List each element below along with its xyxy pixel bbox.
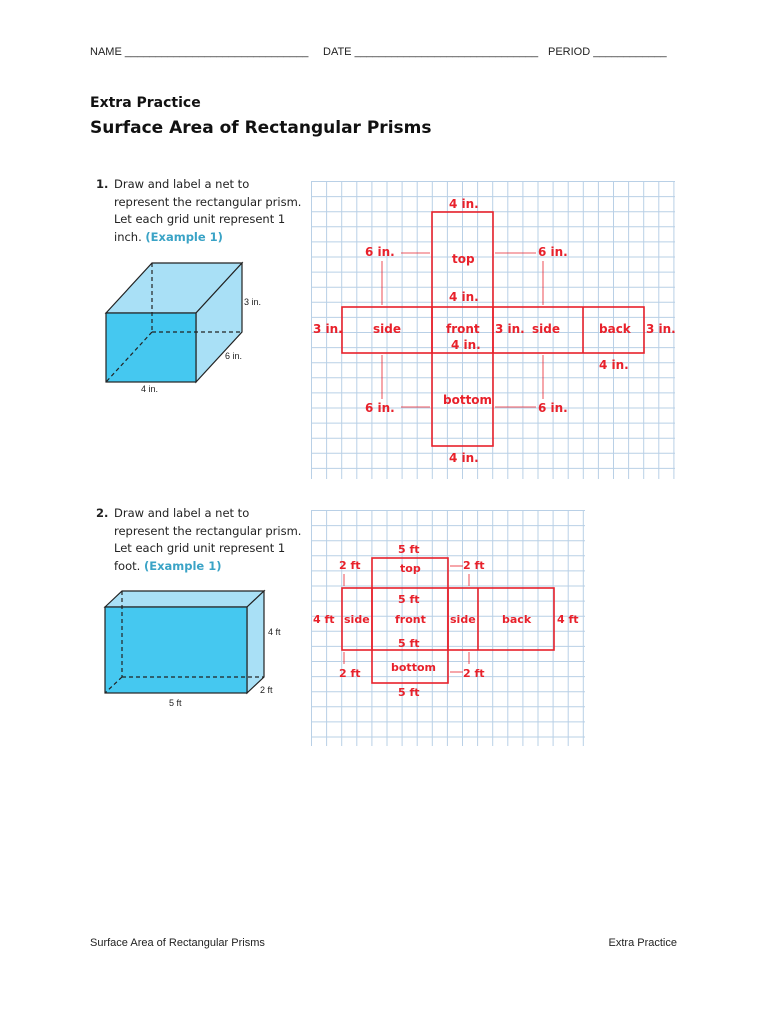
prism-height-label: 4 ft (268, 627, 281, 637)
net-2-grid[interactable] (311, 510, 585, 746)
net-1-back-bottom: 4 in. (599, 358, 629, 372)
net-2-top-left: 2 ft (339, 559, 361, 572)
net-2-bottom-left: 2 ft (339, 667, 361, 680)
date-field: DATE ______________________________ (323, 46, 539, 58)
prism-2-figure (96, 585, 296, 715)
net-2-side-left: side (344, 613, 370, 626)
net-1-front: front (446, 322, 480, 336)
net-2-side-right: side (450, 613, 476, 626)
net-2-top-width: 5 ft (398, 543, 420, 556)
net-2-front-top: 5 ft (398, 593, 420, 606)
prism-depth-label: 6 in. (225, 351, 243, 361)
net-2-back: back (502, 613, 532, 626)
net-1-bottom-face: bottom (443, 393, 493, 407)
prism-width-label: 4 in. (141, 384, 159, 394)
net-2-top-face: top (400, 562, 421, 575)
net-1-right-edge: 3 in. (646, 322, 676, 336)
net-1-bottom-left: 6 in. (365, 401, 395, 415)
name-field: NAME ______________________________ (90, 46, 309, 58)
net-1-front-top: 4 in. (449, 290, 479, 304)
section-eyebrow: Extra Practice (90, 95, 201, 111)
problem-number: 1. (96, 177, 109, 191)
net-2-front-bottom: 5 ft (398, 637, 420, 650)
net-1-top-width: 4 in. (449, 197, 479, 211)
net-1-top-right: 6 in. (538, 245, 568, 259)
prism-1-figure (96, 255, 262, 400)
footer-right: Extra Practice (608, 937, 677, 949)
prism-width-label: 5 ft (169, 698, 182, 708)
net-1-top-left: 6 in. (365, 245, 395, 259)
net-2-bottom-width: 5 ft (398, 686, 420, 699)
problem-2 (96, 505, 306, 575)
net-1-bottom-right: 6 in. (538, 401, 568, 415)
problem-text: Draw and label a net to represent the rectangular prism. Let each grid unit represent 1 inch. (Example 1) (114, 177, 302, 244)
net-2-top-right: 2 ft (463, 559, 485, 572)
problem-text: Draw and label a net to represent the rectangular prism. Let each grid unit represent 1 foot. (Example 1) (114, 506, 302, 573)
prism-height-label: 3 in. (244, 297, 262, 307)
period-field: PERIOD ____________ (548, 46, 667, 58)
net-1-left-edge: 3 in. (313, 322, 343, 336)
net-2-bottom-right: 2 ft (463, 667, 485, 680)
footer-left: Surface Area of Rectangular Prisms (90, 937, 265, 949)
net-1-top-face: top (452, 252, 475, 266)
net-2-left-edge: 4 ft (313, 613, 335, 626)
net-1-side-left: side (373, 322, 401, 336)
net-1-side-right: side (532, 322, 560, 336)
net-2-bottom-face: bottom (391, 661, 436, 674)
net-1-grid[interactable] (311, 181, 675, 479)
net-1-mid-edge: 3 in. (495, 322, 525, 336)
prism-depth-label: 2 ft (260, 685, 273, 695)
example-link[interactable]: (Example 1) (143, 558, 222, 573)
problem-1 (96, 176, 306, 246)
net-1-back: back (599, 322, 631, 336)
net-1-front-bottom: 4 in. (451, 338, 481, 352)
page-title: Surface Area of Rectangular Prisms (90, 118, 432, 138)
net-1-bottom-width: 4 in. (449, 451, 479, 465)
net-2-right-edge: 4 ft (557, 613, 579, 626)
problem-number: 2. (96, 506, 109, 520)
example-link[interactable]: (Example 1) (145, 229, 223, 244)
net-2-front: front (395, 613, 426, 626)
